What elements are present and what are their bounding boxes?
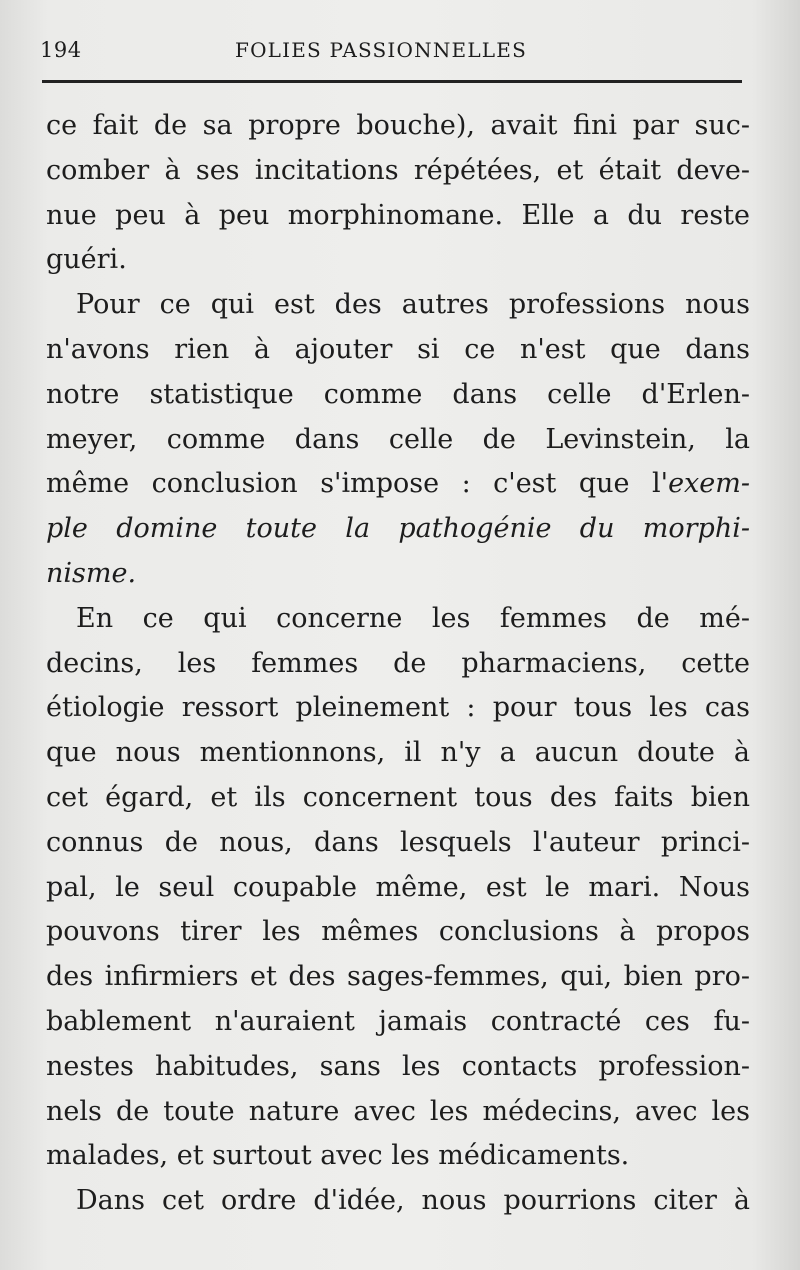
text-line: n'avons rien à ajouter si ce n'est que dans (46, 333, 750, 365)
text-line: Dans cet ordre d'idée, nous pourrions citer à (76, 1185, 750, 1217)
body-text (46, 104, 750, 1224)
header-rule (42, 80, 742, 83)
italic-line: nisme. (46, 557, 137, 589)
text-line: nels de toute nature avec les médecins, avec les (46, 1095, 750, 1127)
text-line: ce fait de sa propre bouche), avait fini par suc- (46, 110, 750, 141)
text-line: guéri. (46, 244, 127, 276)
running-title: FOLIES PASSIONNELLES (235, 38, 527, 62)
text-line: notre statistique comme dans celle d'Erlen- (46, 378, 750, 410)
text-line: Pour ce qui est des autres professions nous (76, 289, 750, 321)
page-header (40, 38, 740, 78)
text-line: pal, le seul coupable même, est le mari. Nous (46, 871, 750, 903)
italic-line: ple domine toute la pathogénie du morphi- (46, 513, 750, 545)
text-line: En ce qui concerne les femmes de mé- (76, 602, 750, 634)
text-line (46, 462, 750, 507)
italic-segment: exem- (668, 468, 750, 500)
text-line: que nous mentionnons, il n'y a aucun doute à (46, 737, 750, 769)
text-line: bablement n'auraient jamais contracté ces fu- (46, 1005, 750, 1037)
text-line: des infirmiers et des sages-femmes, qui, bien pro- (46, 961, 750, 993)
text-line: pouvons tirer les mêmes conclusions à propos (46, 916, 750, 948)
text-line: meyer, comme dans celle de Levinstein, la (46, 423, 750, 455)
text-line: malades, et surtout avec les médicaments. (46, 1140, 630, 1172)
page-number: 194 (40, 38, 82, 62)
text-line: decins, les femmes de pharmaciens, cette (46, 647, 750, 679)
text-line: comber à ses incitations répétées, et était deve- (46, 154, 750, 186)
text-line: étiologie ressort pleinement : pour tous les cas (46, 692, 750, 724)
text-line: nue peu à peu morphinomane. Elle a du reste (46, 199, 750, 231)
text-line: connus de nous, dans lesquels l'auteur princi- (46, 826, 750, 858)
text-line: nestes habitudes, sans les contacts profession- (46, 1050, 750, 1082)
text-segment: même conclusion s'impose : c'est que l' (46, 468, 669, 500)
text-line: cet égard, et ils concernent tous des faits bien (46, 781, 750, 813)
